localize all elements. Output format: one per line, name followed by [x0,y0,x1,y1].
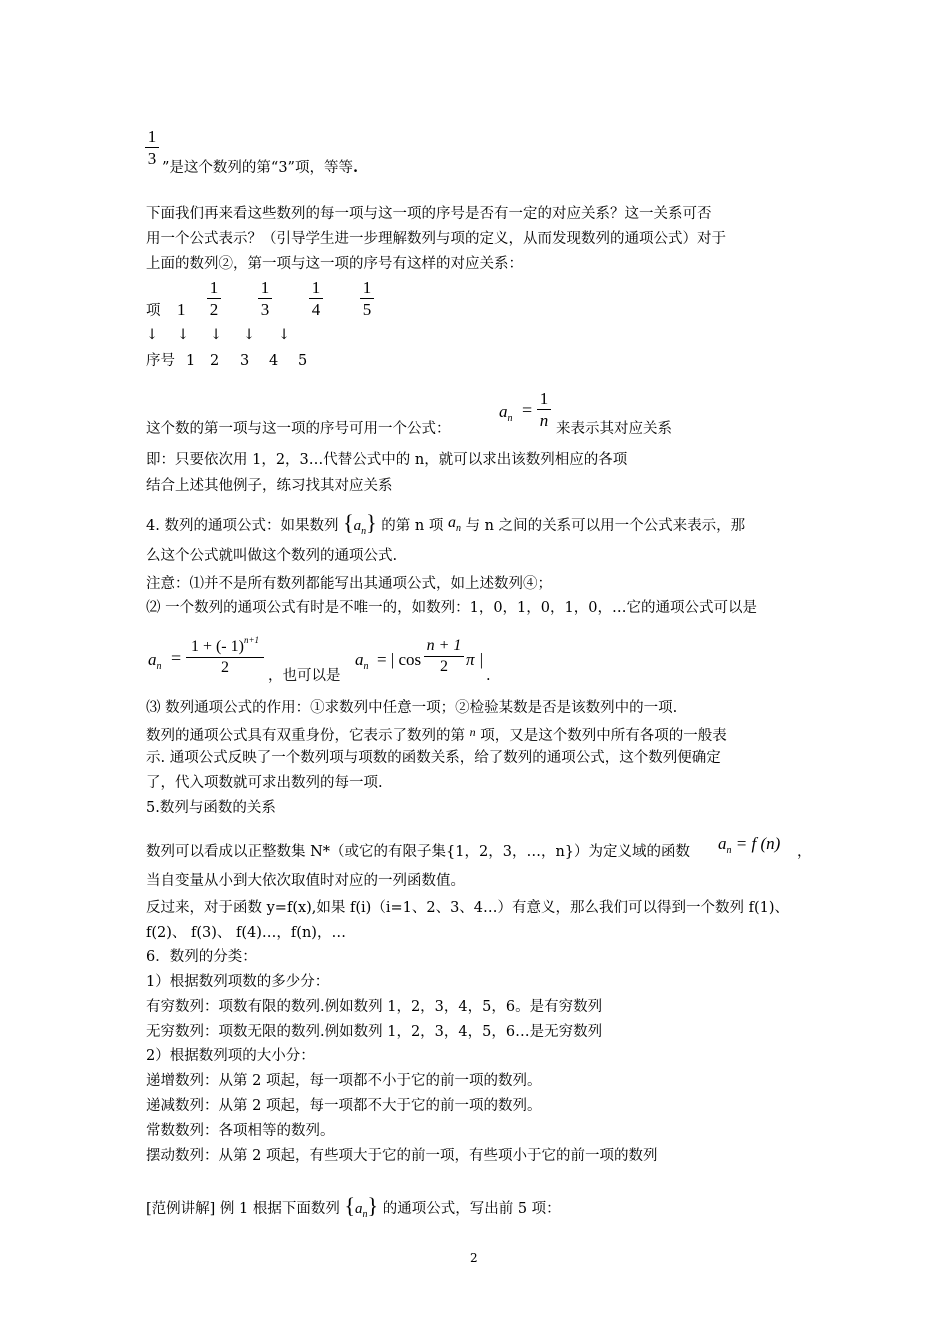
dual-text-b: 项，又是这个数列中所有各项的一般表 [480,728,727,744]
para1-line-3: 上面的数列②，第一项与这一项的序号有这样的对应关系： [146,256,523,272]
term-fraction-4 [309,279,323,318]
fraction-denominator: 3 [147,149,157,168]
numerator-text: 1 + (- 1) [190,638,244,655]
line-combine: 结合上述其他例子，练习找其对应关系 [146,478,393,494]
text-line: 2）根据数列项的大小分： [146,1048,315,1064]
definition-line-2: 么这个公式就叫做这个数列的通项公式. [146,548,398,564]
symbol-a: a [353,518,362,534]
symbol-a: a [148,650,157,669]
symbol-a: a [447,514,456,531]
fraction-bar [207,298,221,299]
brace-left: { [343,510,354,535]
subscript-n: n [726,845,732,856]
term-symbol [447,514,461,534]
para1-line-2: 用一个公式表示？（引导学生进一步理解数列与项的定义，从而发现数列的通项公式）对于 [146,231,726,247]
arrow-down-icon: ↓ [177,327,190,343]
subscript-n: n [361,526,367,537]
para1-line-1: 下面我们再来看这些数列的每一项与这一项的序号是否有一定的对应关系？这一关系可否 [146,206,712,222]
exponent: n+1 [243,635,260,645]
fraction-bar [258,298,272,299]
func-text: 数列可以看成以正整数集 N*（或它的有限子集{1，2，3，…，n}）为定义域的函数 [146,844,691,860]
text-line: 当自变量从小到大依次取值时对应的一列函数值。 [146,873,465,889]
example-text-a: [范例讲解] 例 1 根据下面数列 [146,1201,340,1217]
fraction-denominator: 3 [260,300,270,319]
index-label: 序号 [146,353,175,369]
index-2: 2 [210,353,220,369]
subscript-n: n [362,1209,368,1220]
subscript-n: n [455,523,461,534]
intro-tail: ”是这个数列的第“3”项，等等 [162,160,353,176]
formula-line-after: 来表示其对应关系 [556,421,672,437]
dual-line-3: 了，代入项数就可求出数列的每一项. [146,775,383,791]
fraction-numerator: 1 [147,127,157,146]
formula2-abs-expr: = | cos [377,650,422,669]
brace-right: } [366,510,377,535]
fraction-numerator [186,636,264,655]
example-line [146,1193,561,1221]
text-line: 1）根据数列项数的多少分： [146,974,330,990]
formula-line-before: 这个数的第一项与这一项的序号可用一个公式： [146,421,451,437]
fraction-denominator: 2 [440,658,448,675]
dual-line-2: 示. 通项公式反映了一个数列项与项数的函数关系，给了数列的通项公式，这个数列便确定 [146,750,721,766]
fraction-bar [186,657,264,658]
formula2-abs-lhs [355,650,369,673]
dual-text-a: 数列的通项公式具有双重身份，它表示了数列的第 [146,728,465,744]
section5-heading: 5.数列与函数的关系 [146,800,276,816]
formula-lhs [499,402,513,425]
note3-line: ⑶ 数列通项公式的作用：①求数列中任意一项；②检验某数是否是该数列中的一项. [146,700,678,716]
fraction-numerator: 1 [209,278,219,297]
text-line: f(2)、 f(3)、 f(4)…，f(n)，… [146,925,346,941]
example-text-b: 的通项公式，写出前 5 项： [382,1201,561,1217]
func-line [146,844,690,861]
term-fraction-2 [207,279,221,318]
arrow-down-icon: ↓ [210,327,223,343]
brace-left: { [344,1193,356,1218]
text-line: 有穷数列：项数有限的数列.例如数列 1，2，3，4，5，6。是有穷数列 [146,999,603,1015]
definition-text-a: 4. 数列的通项公式：如果数列 [146,518,339,534]
term-fraction-5 [360,279,374,318]
intro-dot: . [352,159,359,176]
func-formula [718,834,780,857]
definition-text-c: 与 n 之间的关系可以用一个公式来表示，那 [465,518,746,534]
intro-line [162,159,358,177]
formula-eq: = [522,400,533,420]
formula-fraction [537,390,551,429]
sequence-symbol [344,1193,379,1220]
line-ji: 即：只要依次用 1，2，3…代替公式中的 n，就可以求出该数列相应的各项 [146,452,628,468]
formula2-mid: ，也可以是 [268,668,341,684]
first-term: 1 [177,300,186,319]
formula2-abs-tail: π | [466,650,484,669]
text-line: 常数数列：各项相等的数列。 [146,1123,335,1139]
fraction-numerator: 1 [260,278,270,297]
arrow-down-icon: ↓ [278,327,291,343]
text-line: 无穷数列：项数无限的数列.例如数列 1，2，3，4，5，6…是无穷数列 [146,1024,603,1040]
fraction-numerator: 1 [362,278,372,297]
note-line: 注意：⑴并不是所有数列都能写出其通项公式，如上述数列④； [146,576,552,592]
text-line: 摆动数列：从第 2 项起，有些项大于它的前一项，有些项小于它的前一项的数列 [146,1148,658,1164]
text-line: 反过来，对于函数 y=f(x),如果 f(i)（i=1、2、3、4…）有意义，那么我们可以得到一个数列 f(1)、 [146,900,790,916]
fraction-bar [424,656,464,657]
fraction-numerator: 1 [311,278,321,297]
index-4: 4 [269,353,279,369]
fraction-denominator: 4 [311,300,321,319]
dual-line-1 [146,725,727,745]
fraction-denominator: 5 [362,300,372,319]
fraction-bar [309,298,323,299]
index-3: 3 [240,353,250,369]
symbol-n: n [469,725,476,739]
definition-line-1 [146,510,745,538]
fraction-bar [145,147,159,148]
func-formula-text: = f (n) [735,834,781,853]
formula2-fraction [186,636,264,676]
index-1: 1 [186,353,196,369]
arrow-down-icon: ↓ [146,327,159,343]
text-line: 递减数列：从第 2 项起，每一项都不大于它的前一项的数列。 [146,1098,542,1114]
fraction-numerator: 1 [539,389,549,408]
brace-right: } [367,1193,379,1218]
func-tail: ， [797,844,812,860]
subscript-n: n [507,413,513,424]
symbol-a: a [355,650,364,669]
arrow-down-icon: ↓ [243,327,256,343]
formula2-lhs [148,650,162,673]
symbol-a: a [499,402,508,421]
section6-heading: 6．数列的分类： [146,949,257,965]
subscript-n: n [363,661,369,672]
formula2-eq: = [171,648,182,668]
term-fraction-3 [258,279,272,318]
fraction-denominator: n [539,411,549,430]
symbol-a: a [355,1201,363,1217]
intro-fraction [145,128,159,167]
subscript-n: n [156,661,162,672]
fraction-bar [360,298,374,299]
fraction-denominator: 2 [209,300,219,319]
fraction-bar [537,409,551,410]
fraction-denominator: 2 [221,659,229,676]
index-5: 5 [298,353,308,369]
formula2-end: . [486,668,491,684]
note2-line: ⑵ 一个数列的通项公式有时是不唯一的，如数列：1，0，1，0，1，0，…它的通项公式可以是 [146,600,757,616]
definition-text-b: 的第 n 项 [381,518,444,534]
sequence-symbol [343,510,377,537]
symbol-a: a [718,834,727,853]
term-label: 项 [146,303,161,319]
page-number: 2 [470,1251,478,1265]
formula2-abs-fraction [424,638,464,675]
fraction-numerator: n + 1 [426,637,462,654]
text-line: 递增数列：从第 2 项起，每一项都不小于它的前一项的数列。 [146,1073,542,1089]
